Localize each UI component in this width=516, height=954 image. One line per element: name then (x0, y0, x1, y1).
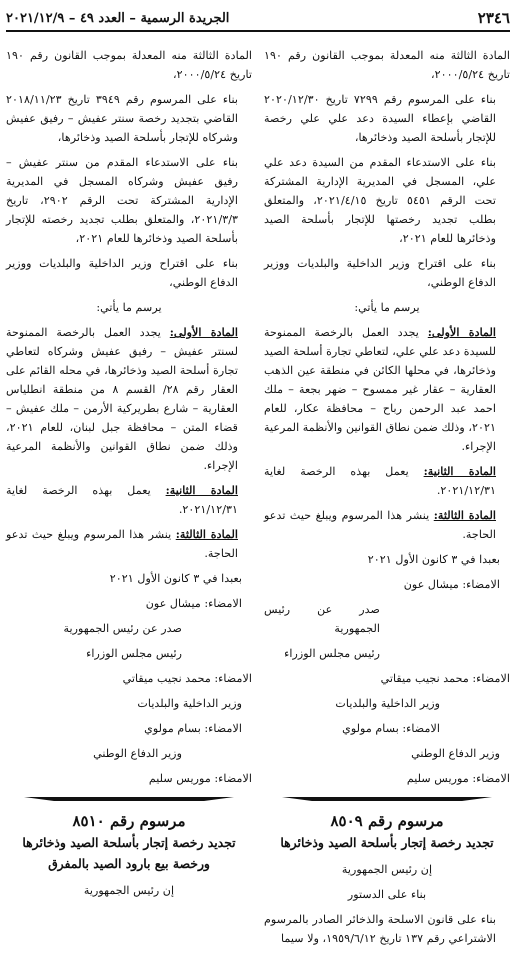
signature-pm: الامضاء: محمد نجيب ميقاتي (380, 672, 510, 685)
article-text: ينشر هذا المرسوم ويبلغ حيث تدعو الحاجة. (264, 509, 496, 541)
section-divider (264, 794, 510, 804)
interior-title: وزير الداخلية والبلديات (335, 697, 440, 710)
signature-interior: الامضاء: بسام مولوي (342, 722, 440, 735)
signature-interior: الامضاء: بسام مولوي (144, 722, 242, 735)
paragraph: بناء على اقتراح وزير الداخلية والبلديات ووزير الدفاع الوطني، (6, 257, 238, 289)
defense-title: وزير الدفاع الوطني (93, 747, 182, 760)
paragraph: بناء على قانون الاسلحة والذخائر الصادر بالمرسوم الاشتراعي رقم ١٣٧ تاريخ ١٩٥٩/٦/١٢، ولا سيما (264, 913, 496, 945)
article-label: المادة الثانية: (423, 464, 496, 478)
signature-president: الامضاء: ميشال عون (145, 597, 242, 610)
article-label: المادة الثالثة: (175, 527, 238, 541)
date-line: بعبدا في ٣ كانون الأول ٢٠٢١ (109, 572, 242, 585)
paragraph: بناء على الدستور (347, 888, 427, 901)
paragraph: إن رئيس الجمهورية (341, 863, 433, 876)
paragraph: بناء على المرسوم رقم ٣٩٤٩ تاريخ ٢٠١٨/١١/٢٣ القاضي بتجديد رخصة سنتر عفيش – رفيق عفيش وشركاه للإتجار بأسلحة الصيد وذخائرها، (6, 93, 238, 144)
paragraph: بناء على الاستدعاء المقدم من سنتر عفيش – رفيق عفيش وشركاه المسجل في المديرية الإدارية المشتركة تحت الرقم ٢٩٠٢، تاريخ ٢٠٢١/٣/٣، والمتعلق بطلب تجديد رخصته للإتجار بأسلحة الصيد وذخائرها للعام ٢٠٢١، (6, 156, 238, 245)
article-2 (6, 481, 252, 519)
article-text: يعمل بهذه الرخصة لغاية ٢٠٢١/١٢/٣١. (6, 484, 238, 516)
signature-defense: الامضاء: موريس سليم (406, 772, 510, 785)
article-text: يجدد العمل بالرخصة الممنوحة لسنتر عفيش – رفيق عفيش وشركاه لتعاطي تجارة أسلحة الصيد وذخائرها، في محله القائم على العقار رقم ٢٨/ القسم ٨ من منطقة انطلياس العقارية – شارع بطريركية الأرمن – ملك عفيش – قضاء المتن – محافظة جبل لبنان، للعام ٢٠٢١، وذلك ضمن نطاق القوانين والأنظمة المرعية الإجراء. (6, 326, 238, 472)
decree-title: تجديد رخصة إتجار بأسلحة الصيد وذخائرها (280, 835, 494, 850)
paragraph: المادة الثالثة منه المعدلة بموجب القانون رقم ١٩٠ تاريخ ٢٠٠٠/٥/٢٤، (264, 49, 510, 81)
article-label: المادة الثالثة: (433, 508, 496, 522)
interior-title: وزير الداخلية والبلديات (137, 697, 242, 710)
decree-heading: يرسم ما يأتي: (96, 301, 162, 314)
article-1 (6, 323, 252, 475)
signature-pm: الامضاء: محمد نجيب ميقاتي (122, 672, 252, 685)
article-3 (264, 506, 510, 544)
decree-title: تجديد رخصة إتجار بأسلحة الصيد وذخائرها (22, 835, 236, 850)
pm-title: رئيس مجلس الوزراء (86, 647, 182, 660)
right-column (264, 46, 510, 954)
paragraph: المادة الثالثة منه المعدلة بموجب القانون رقم ١٩٠ تاريخ ٢٠٠٠/٥/٢٤، (6, 49, 252, 81)
paragraph: بناء على اقتراح وزير الداخلية والبلديات ووزير الدفاع الوطني، (264, 257, 496, 289)
date-line: بعبدا في ٣ كانون الأول ٢٠٢١ (367, 553, 500, 566)
issued-by: صدر عن رئيس الجمهورية (264, 603, 380, 635)
decree-heading: يرسم ما يأتي: (354, 301, 420, 314)
paragraph: بناء على الاستدعاء المقدم من السيدة دعد علي علي، المسجل في المديرية الإدارية المشتركة تحت الرقم ٥٤٥١ تاريخ ٢٠٢١/٤/١٥، والمتعلق بطلب تجديد رخصتها للإتجار بأسلحة الصيد وذخائرها للعام ٢٠٢١، (264, 156, 497, 245)
article-label: المادة الأولى: (169, 325, 238, 339)
pm-title: رئيس مجلس الوزراء (284, 647, 380, 660)
paragraph: بناء على المرسوم رقم ٧٢٩٩ تاريخ ٢٠٢٠/١٢/٣٠ القاضي بإعطاء السيدة دعد علي علي رخصة للإتجار بأسلحة الصيد وذخائرها، (264, 93, 496, 144)
signature-defense: الامضاء: موريس سليم (148, 772, 252, 785)
paragraph: إن رئيس الجمهورية (83, 884, 175, 897)
issued-by: صدر عن رئيس الجمهورية (63, 622, 182, 635)
article-label: المادة الأولى: (427, 325, 496, 339)
section-divider (6, 794, 252, 804)
defense-title: وزير الدفاع الوطني (411, 747, 500, 760)
article-2 (264, 462, 510, 500)
article-text: يجدد العمل بالرخصة الممنوحة للسيدة دعد علي علي، لتعاطي تجارة أسلحة الصيد وذخائرها، في محلها الكائن في منطقة عين الذهب العقارية – عقار غير ممسوح – ضهر بجعة – ملك احمد عبد الرحمن رباح – محافظة عكار، للعام ٢٠٢١، وذلك ضمن نطاق القوانين والأنظمة المرعية الإجراء. (263, 326, 496, 453)
article-3 (6, 525, 252, 563)
decree-subtitle: ورخصة بيع بارود الصيد بالمفرق (48, 856, 210, 871)
decree-number: مرسوم رقم ٨٥٠٩ (330, 812, 444, 830)
journal-info: الجريدة الرسمية – العدد ٤٩ – ٢٠٢١/١٢/٩ (6, 10, 230, 26)
decree-number: مرسوم رقم ٨٥١٠ (72, 812, 186, 830)
article-text: يعمل بهذه الرخصة لغاية ٢٠٢١/١٢/٣١. (264, 465, 496, 497)
article-1 (264, 323, 510, 456)
article-label: المادة الثانية: (165, 483, 238, 497)
page-header (6, 6, 510, 32)
page-number: ٢٣٤٦ (477, 9, 510, 27)
article-text: ينشر هذا المرسوم ويبلغ حيث تدعو الحاجة. (6, 528, 238, 560)
left-column (6, 46, 252, 906)
signature-president: الامضاء: ميشال عون (403, 578, 500, 591)
